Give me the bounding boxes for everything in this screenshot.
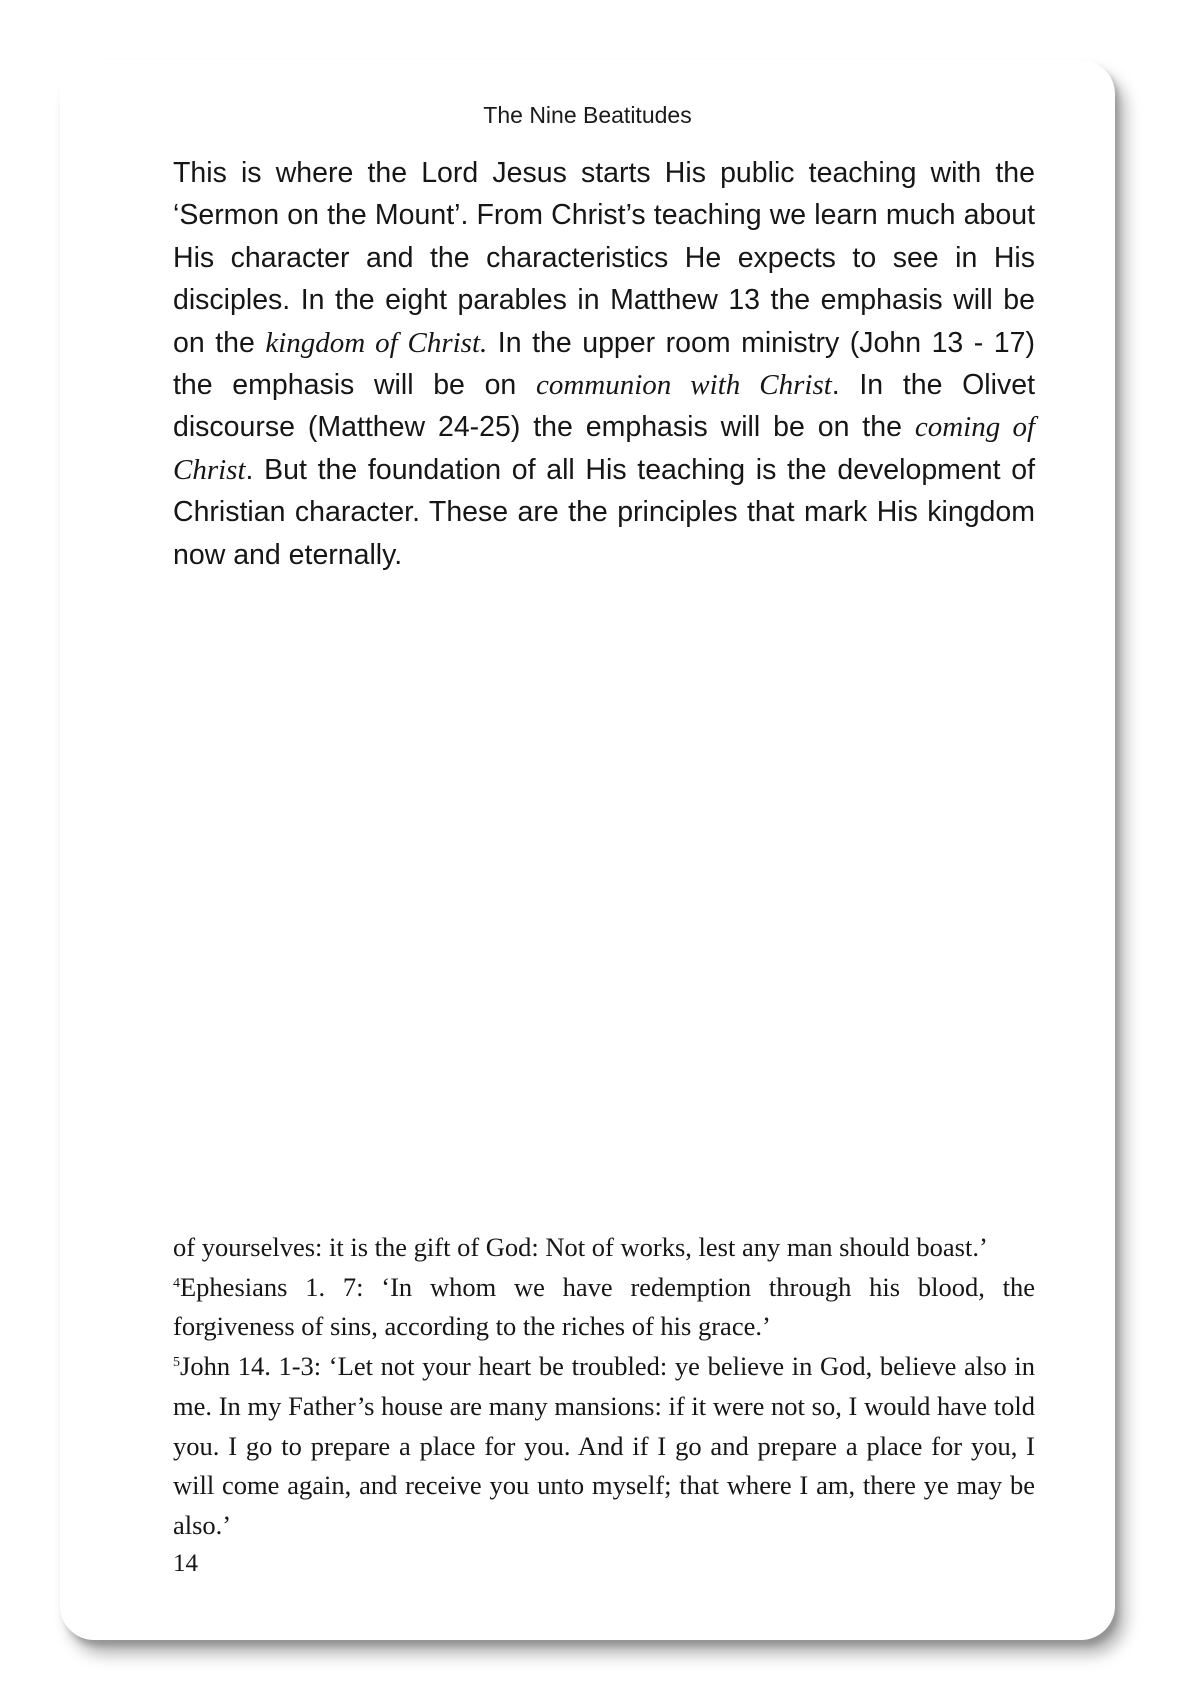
footnote-text: John 14. 1-3: ‘Let not your heart be troubled: ye believe in God, believe also in me. In my Father’s house are many mansions: if it were not so, I would have told you. I go to prepare a place for you. And if I go and prepare a place for you, I will come again, and receive you unto myself; that where I am, there ye may be also.’ xyxy=(173,1351,1035,1540)
body-paragraph xyxy=(173,152,1035,576)
body-text-part-3: . In the Olivet discourse (Matthew 24-25) the emphasis will be on the xyxy=(173,369,1035,444)
body-text-part-2: In the upper room ministry (John 13 - 17) the emphasis will be on xyxy=(173,326,1035,402)
footnote-marker: 4 xyxy=(173,1275,180,1291)
book-page xyxy=(60,60,1115,1640)
footnote-continued: of yourselves: it is the gift of God: Not of works, lest any man should boast.’ xyxy=(173,1232,988,1262)
running-head: The Nine Beatitudes xyxy=(483,102,692,128)
footnotes xyxy=(173,1228,1035,1546)
footnote-marker: 5 xyxy=(173,1355,180,1371)
italic-phrase-kingdom: kingdom of Christ. xyxy=(265,326,488,359)
footnote-4 xyxy=(173,1268,1035,1347)
italic-phrase-coming: coming of Christ xyxy=(173,411,1036,486)
footnote-text: Ephesians 1. 7: ‘In whom we have redemption through his blood, the forgiveness of sins, according to the riches of his grace.’ xyxy=(173,1271,1035,1342)
italic-phrase-communion: communion with Christ xyxy=(535,369,832,402)
page-number: 14 xyxy=(173,1550,198,1577)
footnote-5 xyxy=(173,1347,1035,1546)
body-text-part-4: . But the foundation of all His teaching is the development of Christian character. These are the principles that mark His kingdom now and eternally. xyxy=(173,453,1035,571)
body-text-part-1: This is where the Lord Jesus starts His public teaching with the ‘Sermon on the Mount’. From Christ’s teaching we learn much about His character and the characteristics He expects to see in His disciples. In the eight parables in Matthew 13 the emphasis will be on the xyxy=(173,157,1035,359)
